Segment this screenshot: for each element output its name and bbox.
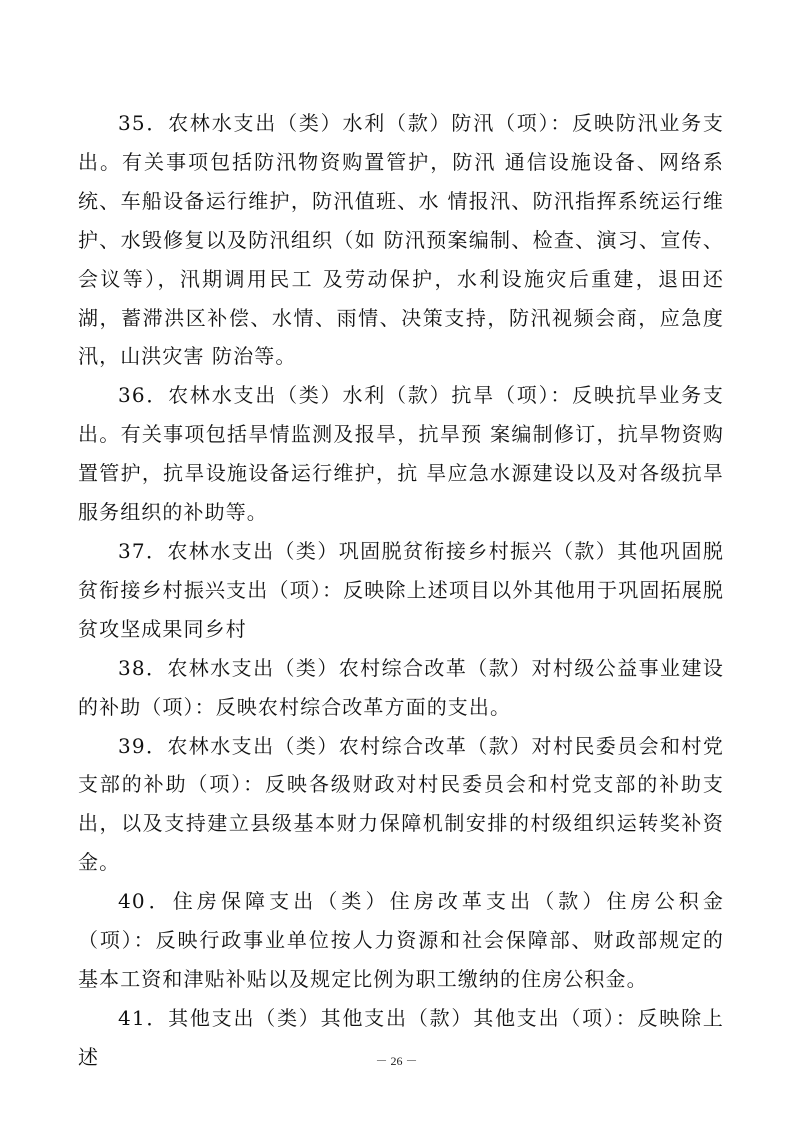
paragraph-36: 36．农林水支出（类）水利（款）抗旱（项）：反映抗旱业务支出。有关事项包括旱情监测及报旱，抗旱预 案编制修订，抗旱物资购置管护，抗旱设施设备运行维护，抗 旱应急水源建设以及对各级抗旱服务组织的补助等。 (78, 383, 724, 525)
paragraph-41: 41．其他支出（类）其他支出（款）其他支出（项）：反映除上述 (78, 1005, 724, 1069)
paragraph-40: 40．住房保障支出（类）住房改革支出（款）住房公积金（项）：反映行政事业单位按人力资源和社会保障部、财政部规定的 基本工资和津贴补贴以及规定比例为职工缴纳的住房公积金。 (78, 889, 724, 991)
body-text (78, 104, 724, 1077)
paragraph-37: 37．农林水支出（类）巩固脱贫衔接乡村振兴（款）其他巩固脱贫衔接乡村振兴支出（项）：反映除上述项目以外其他用于巩固拓展脱贫攻坚成果同乡村 (78, 538, 724, 641)
paragraph-35: 35．农林水支出（类）水利（款）防汛（项）：反映防汛业务支出。有关事项包括防汛物资购置管护，防汛 通信设施设备、网络系统、车船设备运行维护，防汛值班、水 情报汛、防汛指挥系统运行维护、水毁修复以及防汛组织（如 防汛预案编制、检查、演习、宣传、会议等），汛期调用民工 及劳动保护，水利设施灾后重建，退田还湖，蓄滞洪区补偿、水情、雨情、决策支持，防汛视频会商，应急度汛，山洪灾害 防治等。 (78, 111, 724, 369)
paragraph-38: 38．农林水支出（类）农村综合改革（款）对村级公益事业建设的补助（项）：反映农村综合改革方面的支出。 (78, 655, 724, 719)
paragraph-39: 39．农林水支出（类）农村综合改革（款）对村民委员会和村党支部的补助（项）：反映各级财政对村民委员会和村党支部的补助支出，以及支持建立县级基本财力保障机制安排的村级组织运转奖补资金。 (78, 733, 724, 875)
page-number: － 26 － (375, 1054, 418, 1068)
